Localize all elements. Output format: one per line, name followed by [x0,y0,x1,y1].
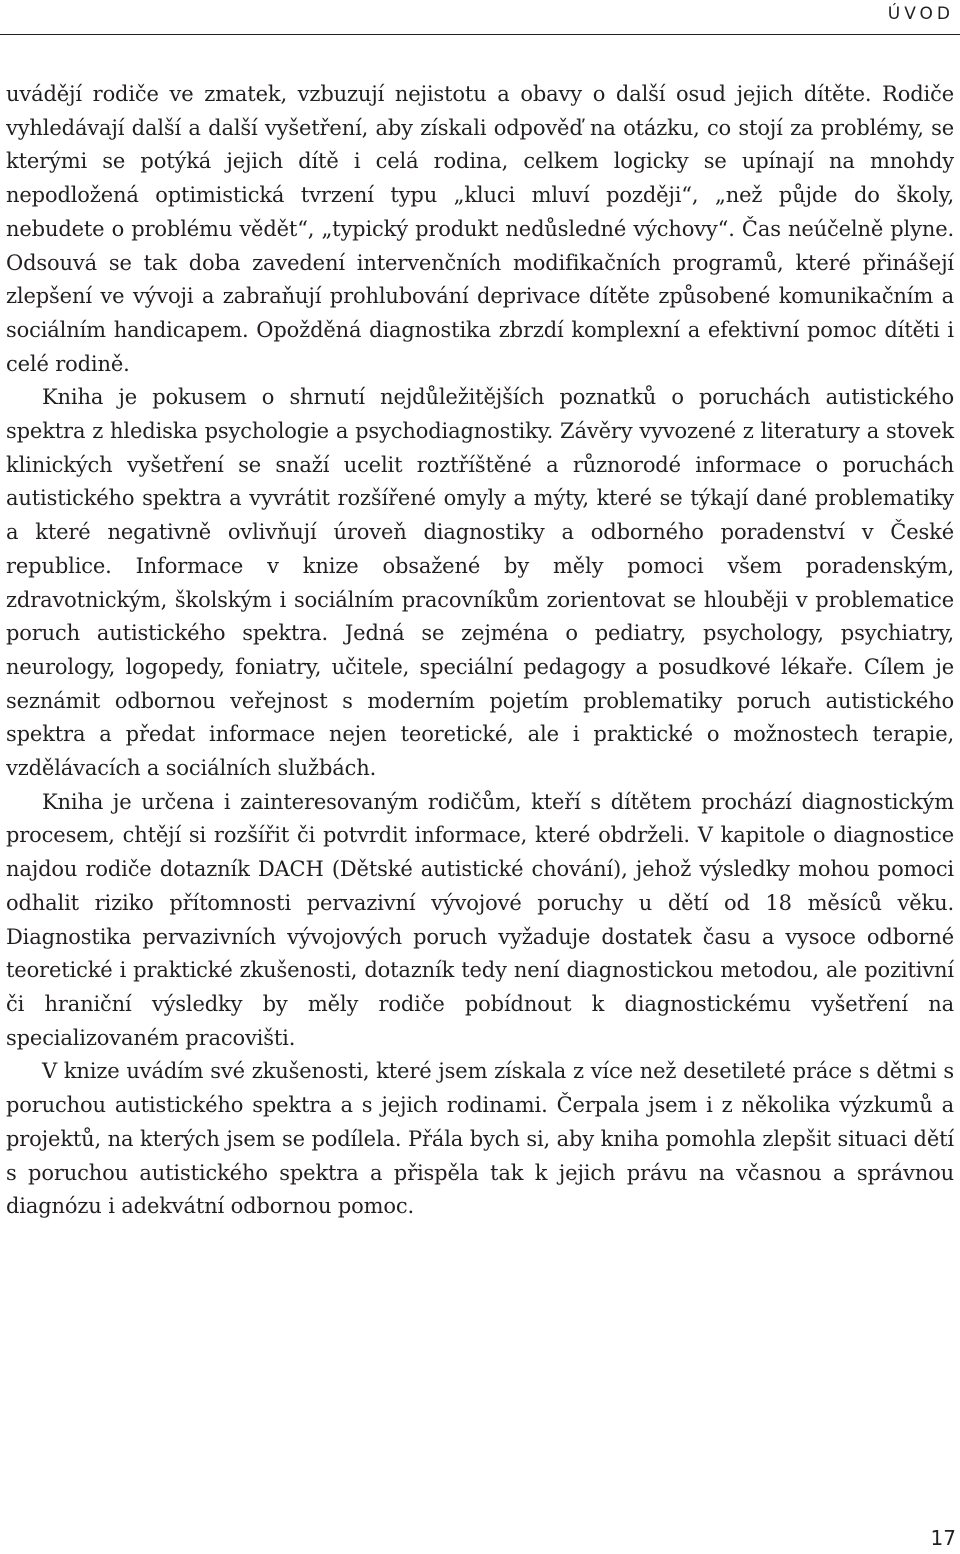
paragraph-book-purpose: Kniha je pokusem o shrnutí nejdůležitějších poznatků o poruchách autistického spektra z hlediska psychologie a psychodiagnostiky. Závěry vyvozené z literatury a stovek klinických vyšetření se snaží ucelit roztříštěné a různorodé informace o poruchách autistického spektra a vyvrátit rozšířené omyly a mýty, které se týkají dané problematiky a které negativně ovlivňují úroveň diagnostiky a odborného poradenství v České republice. Informace v knize obsažené by měly pomoci všem poradenským, zdravotnickým, školským i sociálním pracovníkům zorientovat se hlouběji v problematice poruch autistického spektra. Jedná se zejména o pediatry, psychology, psychiatry, neurology, logopedy, foniatry, učitele, speciální pedagogy a posudkové lékaře. Cílem je seznámit odbornou veřejnost s moderním pojetím problematiky poruch autistického spektra a předat informace nejen teoretické, ale i praktické o možnostech terapie, vzdělávacích a sociálních službách. [6,385,954,781]
paragraph-parents: Kniha je určena i zainteresovaným rodičům, kteří s dítětem prochází diagnostickým procesem, chtějí si rozšířit či potvrdit informace, které obdrželi. V kapitole o diagnostice najdou rodiče dotazník DACH (Dětské autistické chování), jehož výsledky mohou pomoci odhalit riziko přítomnosti pervazivní vývojové poruchy u dětí od 18 měsíců věku. Diagnostika pervazivních vývojových poruch vyžaduje dostatek času a vysoce odborné teoretické i praktické zkušenosti, dotazník tedy není diagnostickou metodou, ale pozitivní či hraniční výsledky by měly rodiče pobídnout k diagnostickému vyšetření na specializovaném pracovišti. [6,789,954,1050]
paragraph-continued: uvádějí rodiče ve zmatek, vzbuzují nejistotu a obavy o další osud jejich dítěte. Rodiče vyhledávají další a další vyšetření, aby získali odpověď na otázku, co stojí za problémy, se kterými se potýká jejich dítě i celá rodina, celkem logicky se upínají na mnohdy nepodložená optimistická tvrzení typu „kluci mluví později“, „než půjde do školy, nebudete o problému vědět“, „typický produkt nedůsledné výchovy“. Čas neúčelně plyne. Odsouvá se tak doba zavedení intervenčních modifikačních programů, které přinášejí zlepšení ve vývoji a zabraňují prohlubování deprivace dítěte způsobené komunikačním a sociálním handicapem. Opožděná diagnostika zbrzdí komplexní a efektivní pomoc dítěti i celé rodině. [6,82,954,376]
paragraph-experience: V knize uvádím své zkušenosti, které jsem získala z více než desetileté práce s dětmi s poruchou autistického spektra a s jejich rodinami. Čerpala jsem i z několika výzkumů a projektů, na kterých jsem se podílela. Přála bych si, aby kniha pomohla zlepšit situaci dětí s poruchou autistického spektra a přispěla tak k jejich právu na včasnou a správnou diagnózu i adekvátní odbornou pomoc. [6,1059,954,1219]
page-number: 17 [930,1526,956,1550]
running-header: ÚVOD [887,4,954,24]
header-rule [0,34,960,35]
body-text [6,78,954,1224]
